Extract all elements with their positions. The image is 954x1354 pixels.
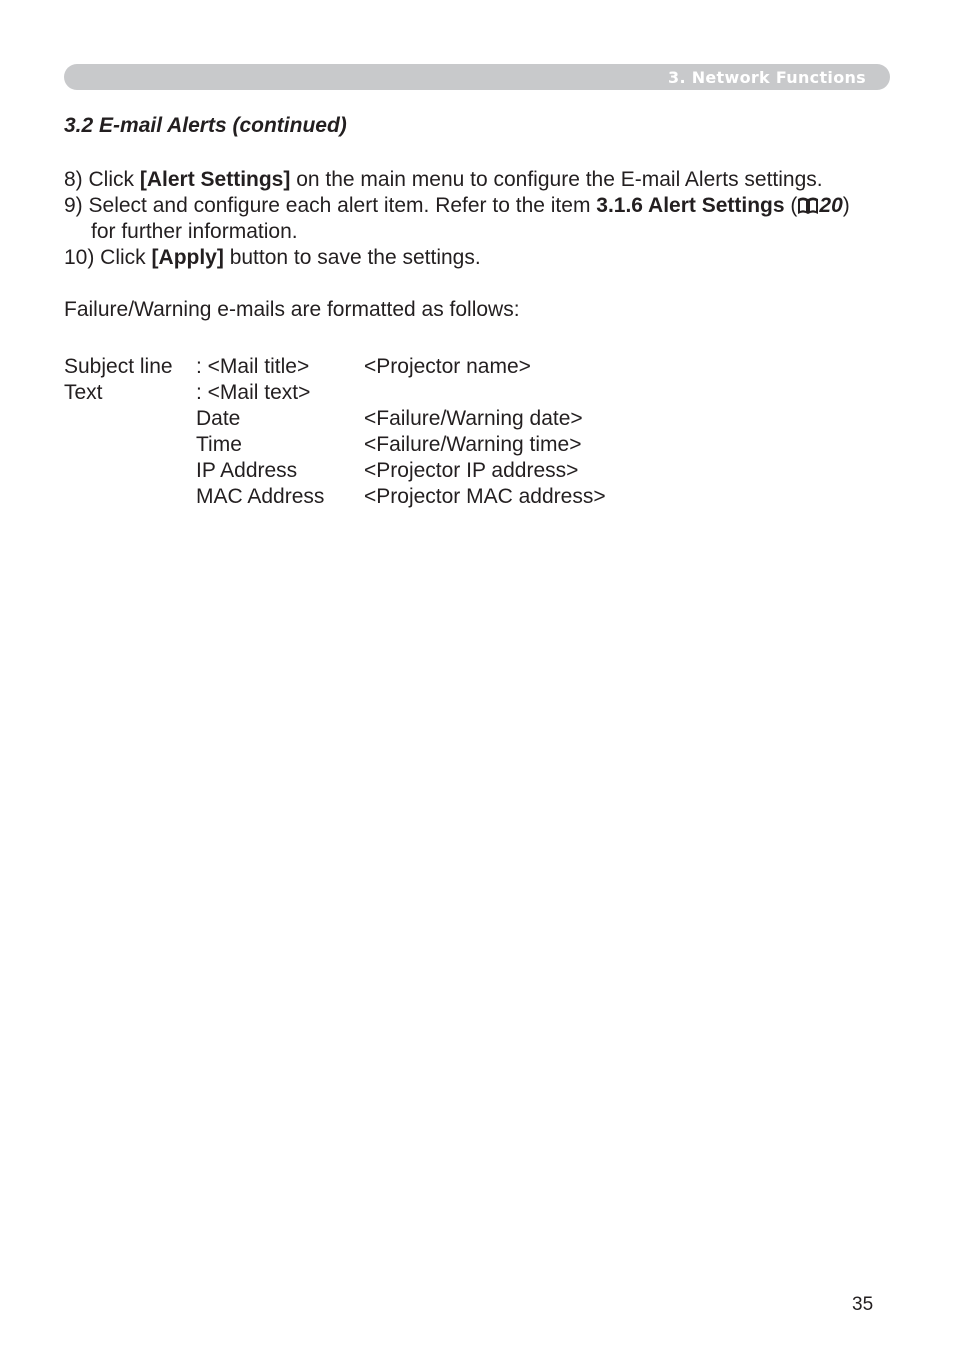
value-time: <Failure/Warning time> <box>364 433 582 456</box>
value-date: <Failure/Warning date> <box>364 407 583 430</box>
step-9 <box>64 193 850 219</box>
step-8-prefix: 8) Click <box>64 168 140 191</box>
text-value: : <Mail text> <box>196 381 311 404</box>
step-10-suffix: button to save the settings. <box>223 246 481 269</box>
reference-page-number: 20 <box>819 194 843 217</box>
alert-settings-reference: 3.1.6 Alert Settings <box>596 194 785 217</box>
apply-button-label: [Apply] <box>151 246 224 269</box>
value-mac-address: <Projector MAC address> <box>364 485 606 508</box>
field-date: Date <box>196 407 241 430</box>
subject-line-detail: <Projector name> <box>364 355 531 378</box>
step-10 <box>64 245 481 271</box>
section-title: 3.2 E-mail Alerts (continued) <box>64 114 347 137</box>
subject-line-value: : <Mail title> <box>196 355 310 378</box>
step-9-open-paren: ( <box>784 194 798 217</box>
page-number: 35 <box>852 1294 874 1315</box>
value-ip-address: <Projector IP address> <box>364 459 579 482</box>
step-10-prefix: 10) Click <box>64 246 152 269</box>
step-8 <box>64 167 823 193</box>
format-intro: Failure/Warning e-mails are formatted as follows: <box>64 298 520 321</box>
field-time: Time <box>196 433 242 456</box>
text-label: Text <box>64 381 103 404</box>
chapter-header-bar <box>64 64 890 90</box>
step-8-suffix: on the main menu to configure the E-mail Alerts settings. <box>290 168 823 191</box>
book-icon <box>797 196 819 215</box>
step-9-close-paren: ) <box>842 194 850 217</box>
alert-settings-menu-label: [Alert Settings] <box>139 168 291 191</box>
subject-line-label: Subject line <box>64 355 173 378</box>
step-9-prefix: 9) Select and configure each alert item. Refer to the item <box>64 194 597 217</box>
chapter-title: 3. Network Functions <box>668 68 866 87</box>
field-ip-address: IP Address <box>196 459 298 482</box>
step-9-continuation: for further information. <box>91 220 298 243</box>
field-mac-address: MAC Address <box>196 485 325 508</box>
